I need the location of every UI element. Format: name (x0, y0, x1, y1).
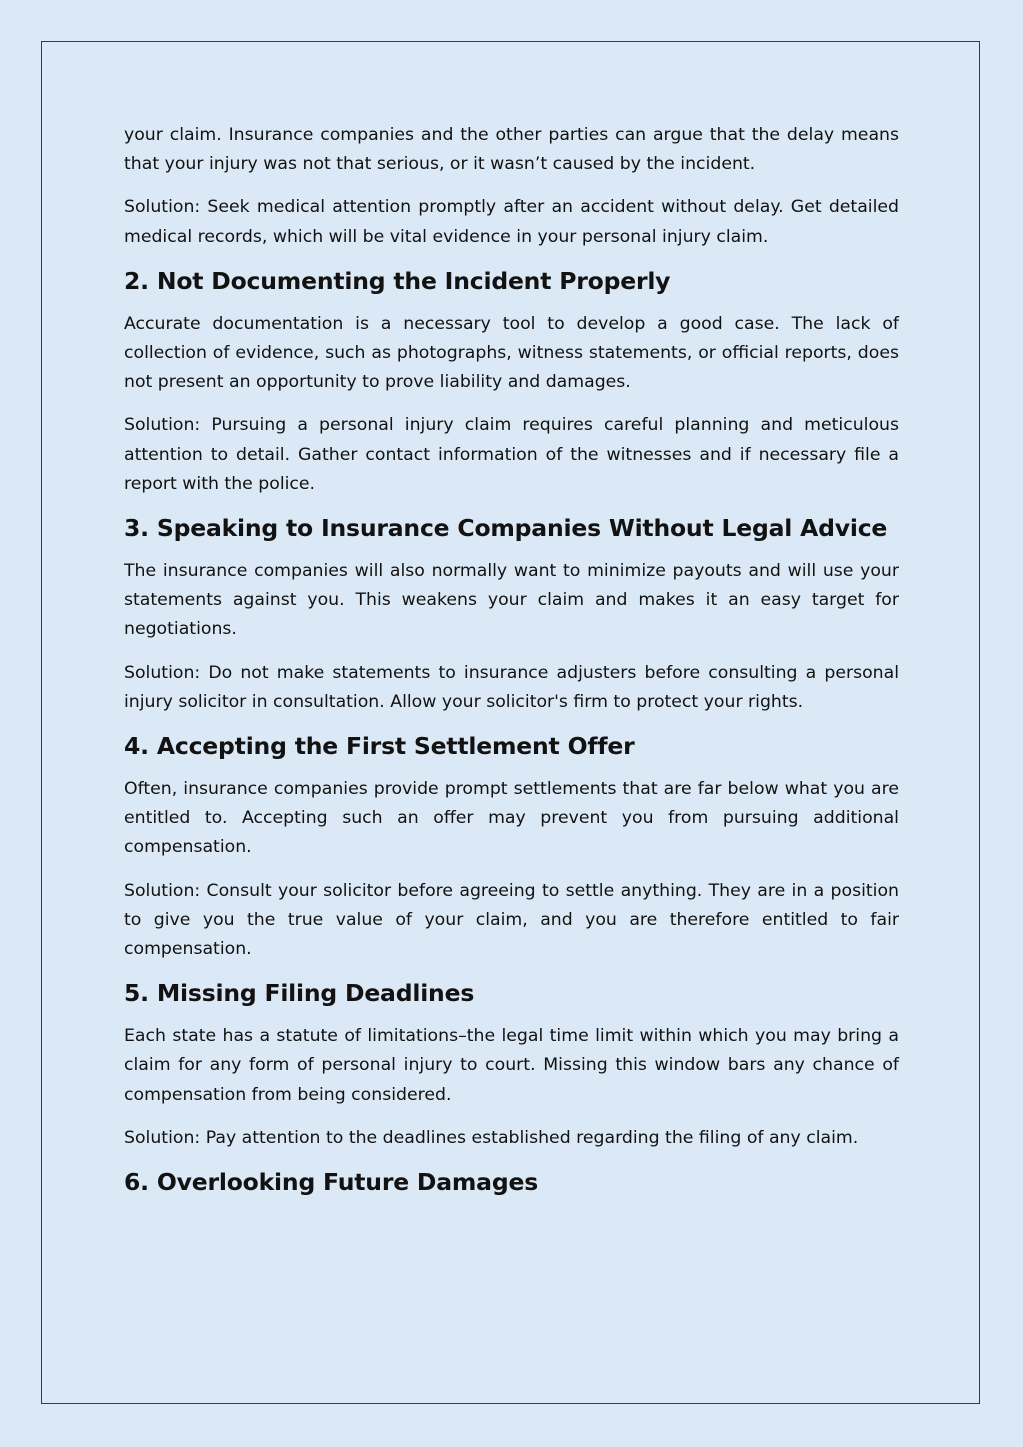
document-body (124, 121, 899, 1211)
paragraph-insurance-statements: The insurance companies will also normally want to minimize payouts and will use your statements against you. This weakens your claim and makes it an easy target for negotiations. (124, 561, 899, 640)
paragraph-documentation: Accurate documentation is a necessary tool to develop a good case. The lack of collection of evidence, such as photographs, witness statements, or official reports, does not present an opportunity to prove liability and damages. (124, 313, 899, 393)
heading-speaking-insurance: 3. Speaking to Insurance Companies Without Legal Advice (124, 514, 888, 543)
paragraph-delay-claim: your claim. Insurance companies and the other parties can argue that the delay means that your injury was not that serious, or it wasn’t caused by the incident. (124, 125, 899, 175)
paragraph-deadlines: Each state has a statute of limitations–the legal time limit within which you may bring a claim for any form of personal injury to court. Missing this window bars any chance of compensation from being considered. (124, 1026, 899, 1105)
paragraph-settlement: Often, insurance companies provide prompt settlements that are far below what you are entitled to. Accepting such an offer may prevent you from pursuing additional compensation. (124, 779, 899, 858)
heading-filing-deadlines: 5. Missing Filing Deadlines (124, 979, 475, 1008)
paragraph-solution-settlement: Solution: Consult your solicitor before agreeing to settle anything. They are in a position to give you the true value of your claim, and you are therefore entitled to fair compensation. (124, 880, 899, 960)
paragraph-solution-insurance: Solution: Do not make statements to insurance adjusters before consulting a personal injury solicitor in consultation. Allow your solicitor's firm to protect your rights. (124, 662, 899, 712)
heading-future-damages: 6. Overlooking Future Damages (124, 1168, 538, 1197)
heading-not-documenting: 2. Not Documenting the Incident Properly (124, 266, 671, 295)
paragraph-solution-medical: Solution: Seek medical attention promptly after an accident without delay. Get detailed medical records, which will be vital evidence in your personal injury claim. (124, 197, 899, 247)
paragraph-solution-documentation: Solution: Pursuing a personal injury claim requires careful planning and meticulous attention to detail. Gather contact information of the witnesses and if necessary file a report with the police. (124, 415, 899, 494)
paragraph-solution-deadlines: Solution: Pay attention to the deadlines established regarding the filing of any claim. (124, 1127, 859, 1148)
heading-first-settlement: 4. Accepting the First Settlement Offer (124, 732, 635, 761)
